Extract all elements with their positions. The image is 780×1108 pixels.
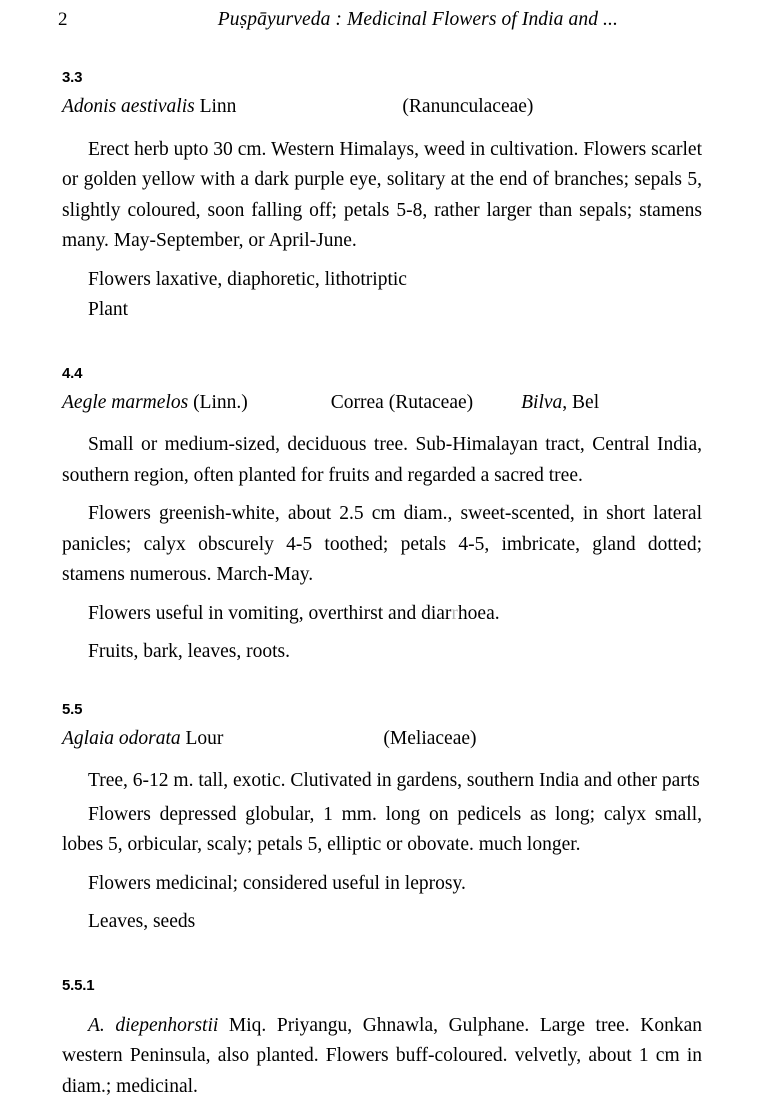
family-name: Correa (Rutaceae) bbox=[330, 391, 474, 413]
scientific-name: Adonis aestivalis bbox=[62, 96, 195, 117]
page-number: 2 bbox=[58, 9, 68, 30]
faded-letter-r: r bbox=[451, 602, 458, 624]
entry-number-5-5-1: 5.5.1 bbox=[62, 976, 95, 994]
parts-used-paragraph: Fruits, bark, leaves, roots. bbox=[88, 641, 291, 662]
entry-4-4 bbox=[62, 366, 702, 668]
vernacular-name-sanskrit: Bilva bbox=[521, 391, 563, 413]
abbreviated-genus: A. bbox=[88, 1014, 116, 1036]
uses-paragraph bbox=[62, 599, 702, 630]
letter-r: r bbox=[444, 602, 452, 624]
subspecies-description-paragraph bbox=[62, 1011, 702, 1103]
parts-used-paragraph: Plant bbox=[88, 299, 129, 320]
description-paragraph: Erect herb upto 30 cm. Western Himalays, weed in cultivation. Flowers scarlet or golden yellow with a dark purple eye, solitary at the end of branches; sepals 5, slightly coloured, soon falling off; petals 5-8, rather larger than sepals; stamens many. May-September, or April-June. bbox=[62, 138, 702, 251]
entry-number-3-3: 3.3 bbox=[62, 69, 83, 86]
uses-text-before-artifact: Flowers useful in vomiting, overthirst and dia bbox=[88, 602, 445, 624]
entry-5-5-1 bbox=[62, 978, 702, 1103]
entry-number-5-5: 5.5 bbox=[62, 700, 83, 718]
vernacular-name-hindi: , Bel bbox=[562, 391, 600, 413]
flower-description-paragraph: Flowers greenish-white, about 2.5 cm diam., sweet-scented, in short lateral panicles; calyx obscurely 4-5 toothed; petals 4-5, imbricate, gland dotted; stamens numerous. March-May. bbox=[62, 503, 702, 585]
family-name: (Meliaceae) bbox=[383, 727, 477, 749]
scientific-name: Aglaia odorata bbox=[62, 727, 181, 749]
authority: Lour bbox=[180, 727, 224, 749]
scientific-name: Aegle marmelos bbox=[62, 391, 189, 413]
entry-5-5 bbox=[62, 702, 702, 938]
running-head-title: Puṣpāyurveda : Medicinal Flowers of India and ... bbox=[217, 9, 618, 30]
entry-number-4-4: 4.4 bbox=[62, 364, 83, 382]
uses-paragraph: Flowers medicinal; considered useful in leprosy. bbox=[88, 872, 466, 894]
entry-3-3 bbox=[62, 70, 702, 326]
description-paragraph: Tree, 6-12 m. tall, exotic. Clutivated in gardens, southern India and other parts bbox=[88, 770, 700, 791]
species-epithet: diepenhorstii bbox=[115, 1014, 219, 1036]
parts-used-paragraph: Leaves, seeds bbox=[88, 911, 196, 932]
species-name-line-4-4 bbox=[62, 393, 702, 413]
flower-description-paragraph: Flowers depressed globular, 1 mm. long on pedicels as long; calyx small, lobes 5, orbicular, scaly; petals 5, elliptic or obovate. much longer. bbox=[62, 803, 702, 855]
species-name-line-3-3 bbox=[62, 97, 702, 117]
authority: (Linn.) bbox=[188, 391, 248, 413]
family-name: (Ranunculaceae) bbox=[402, 96, 534, 117]
species-name-line-5-5 bbox=[62, 729, 702, 749]
authority: Linn bbox=[194, 96, 237, 117]
description-paragraph: Small or medium-sized, deciduous tree. Sub-Himalayan tract, Central India, southern region, often planted for fruits and regarded a sacred tree. bbox=[62, 434, 702, 486]
running-head bbox=[58, 10, 702, 44]
subspecies-description-text: Miq. Priyangu, Ghnawla, Gulphane. Large tree. Konkan western Peninsula, also planted. Flowers buff-coloured. velvetly, about 1 cm in diam.; medicinal. bbox=[62, 1014, 702, 1097]
uses-paragraph: Flowers laxative, diaphoretic, lithotriptic bbox=[88, 268, 407, 290]
uses-text-after-artifact: hoea. bbox=[457, 602, 500, 624]
